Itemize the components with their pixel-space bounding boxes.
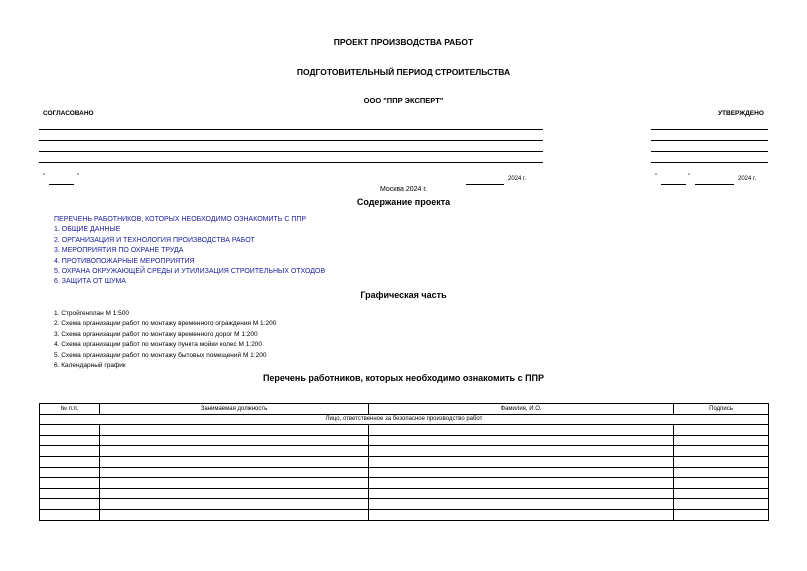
name-cell[interactable] <box>369 478 674 489</box>
responsible-row <box>40 414 769 425</box>
signature-cell[interactable] <box>674 499 769 510</box>
table-row <box>40 467 769 478</box>
graphics-heading: Графическая часть <box>360 290 447 300</box>
column-position: Занимаемая должность <box>100 404 369 415</box>
signature-cell[interactable] <box>674 435 769 446</box>
signature-cell[interactable] <box>674 456 769 467</box>
name-cell[interactable] <box>369 446 674 457</box>
position-cell[interactable] <box>100 456 369 467</box>
table-row <box>40 425 769 436</box>
position-cell[interactable] <box>100 488 369 499</box>
table-row <box>40 499 769 510</box>
contents-item-staff[interactable]: ПЕРЕЧЕНЬ РАБОТНИКОВ, КОТОРЫХ НЕОБХОДИМО ОЗНАКОМИТЬ С ППР <box>54 216 307 223</box>
contents-item-organization[interactable]: 2. ОРГАНИЗАЦИЯ И ТЕХНОЛОГИЯ ПРОИЗВОДСТВА РАБОТ <box>54 236 255 244</box>
number-cell[interactable] <box>40 467 100 478</box>
city-year: Москва 2024 г. <box>379 186 427 193</box>
position-cell[interactable] <box>100 446 369 457</box>
responsible-row-label: Лицо, ответственное за безопасное производство работ <box>40 414 769 425</box>
signature-cell[interactable] <box>674 467 769 478</box>
contents-heading: Содержание проекта <box>356 197 451 207</box>
name-cell[interactable] <box>369 509 674 520</box>
name-cell[interactable] <box>369 456 674 467</box>
position-cell[interactable] <box>100 499 369 510</box>
graphics-item: 5. Схема организации работ по монтажу бытовых помещений М 1:200 <box>54 351 267 359</box>
column-name: Фамилия, И.О. <box>369 404 674 415</box>
graphics-item: 2. Схема организации работ по монтажу временного ограждения М 1:200 <box>54 320 277 328</box>
number-cell[interactable] <box>40 499 100 510</box>
number-cell[interactable] <box>40 456 100 467</box>
table-row <box>40 446 769 457</box>
number-cell[interactable] <box>40 425 100 436</box>
number-cell[interactable] <box>40 478 100 489</box>
position-cell[interactable] <box>100 467 369 478</box>
signature-cell[interactable] <box>674 446 769 457</box>
position-cell[interactable] <box>100 425 369 436</box>
column-number: № п.п. <box>40 404 100 415</box>
signature-cell[interactable] <box>674 425 769 436</box>
column-signature: Подпись <box>674 404 769 415</box>
name-cell[interactable] <box>369 488 674 499</box>
approved-label: УТВЕРЖДЕНО <box>718 110 764 117</box>
table-row <box>40 478 769 489</box>
number-cell[interactable] <box>40 488 100 499</box>
name-cell[interactable] <box>369 499 674 510</box>
graphics-item: 1. Стройгенплан М 1:500 <box>54 310 130 317</box>
graphics-list <box>54 309 276 371</box>
position-cell[interactable] <box>100 435 369 446</box>
project-title: ПРОЕКТ ПРОИЗВОДСТВА РАБОТ <box>333 37 474 47</box>
contents-item-environment[interactable]: 5. ОХРАНА ОКРУЖАЮЩЕЙ СРЕДЫ И УТИЛИЗАЦИЯ СТРОИТЕЛЬНЫХ ОТХОДОВ <box>54 268 326 276</box>
contents-list <box>54 215 325 288</box>
name-cell[interactable] <box>369 435 674 446</box>
position-cell[interactable] <box>100 478 369 489</box>
table-row <box>40 488 769 499</box>
number-cell[interactable] <box>40 435 100 446</box>
table-row <box>40 509 769 520</box>
agreed-label: СОГЛАСОВАНО <box>43 110 94 117</box>
contents-item-general[interactable]: 1. ОБЩИЕ ДАННЫЕ <box>54 226 121 234</box>
table-row <box>40 435 769 446</box>
company-name: ООО "ППР ЭКСПЕРТ" <box>363 96 444 105</box>
number-cell[interactable] <box>40 446 100 457</box>
name-cell[interactable] <box>369 425 674 436</box>
signature-cell[interactable] <box>674 509 769 520</box>
graphics-item: 3. Схема организации работ по монтажу временного дорог М 1:200 <box>54 330 258 338</box>
signature-cell[interactable] <box>674 478 769 489</box>
project-subtitle: ПОДГОТОВИТЕЛЬНЫЙ ПЕРИОД СТРОИТЕЛЬСТВА <box>296 67 511 77</box>
contents-item-noise[interactable]: 6. ЗАЩИТА ОТ ШУМА <box>54 278 126 286</box>
name-cell[interactable] <box>369 467 674 478</box>
staff-table <box>39 403 769 521</box>
position-cell[interactable] <box>100 509 369 520</box>
table-row <box>40 456 769 467</box>
graphics-item: 4. Схема организации работ по монтажу пункта мойки колес М 1:200 <box>54 341 263 349</box>
contents-item-labor-safety[interactable]: 3. МЕРОПРИЯТИЯ ПО ОХРАНЕ ТРУДА <box>54 247 184 255</box>
signature-cell[interactable] <box>674 488 769 499</box>
staff-heading: Перечень работников, которых необходимо ознакомить с ППР <box>262 373 545 383</box>
number-cell[interactable] <box>40 509 100 520</box>
contents-item-fire-safety[interactable]: 4. ПРОТИВОПОЖАРНЫЕ МЕРОПРИЯТИЯ <box>54 257 195 265</box>
table-header-row <box>40 404 769 415</box>
graphics-item: 6. Календарный график <box>54 362 126 370</box>
